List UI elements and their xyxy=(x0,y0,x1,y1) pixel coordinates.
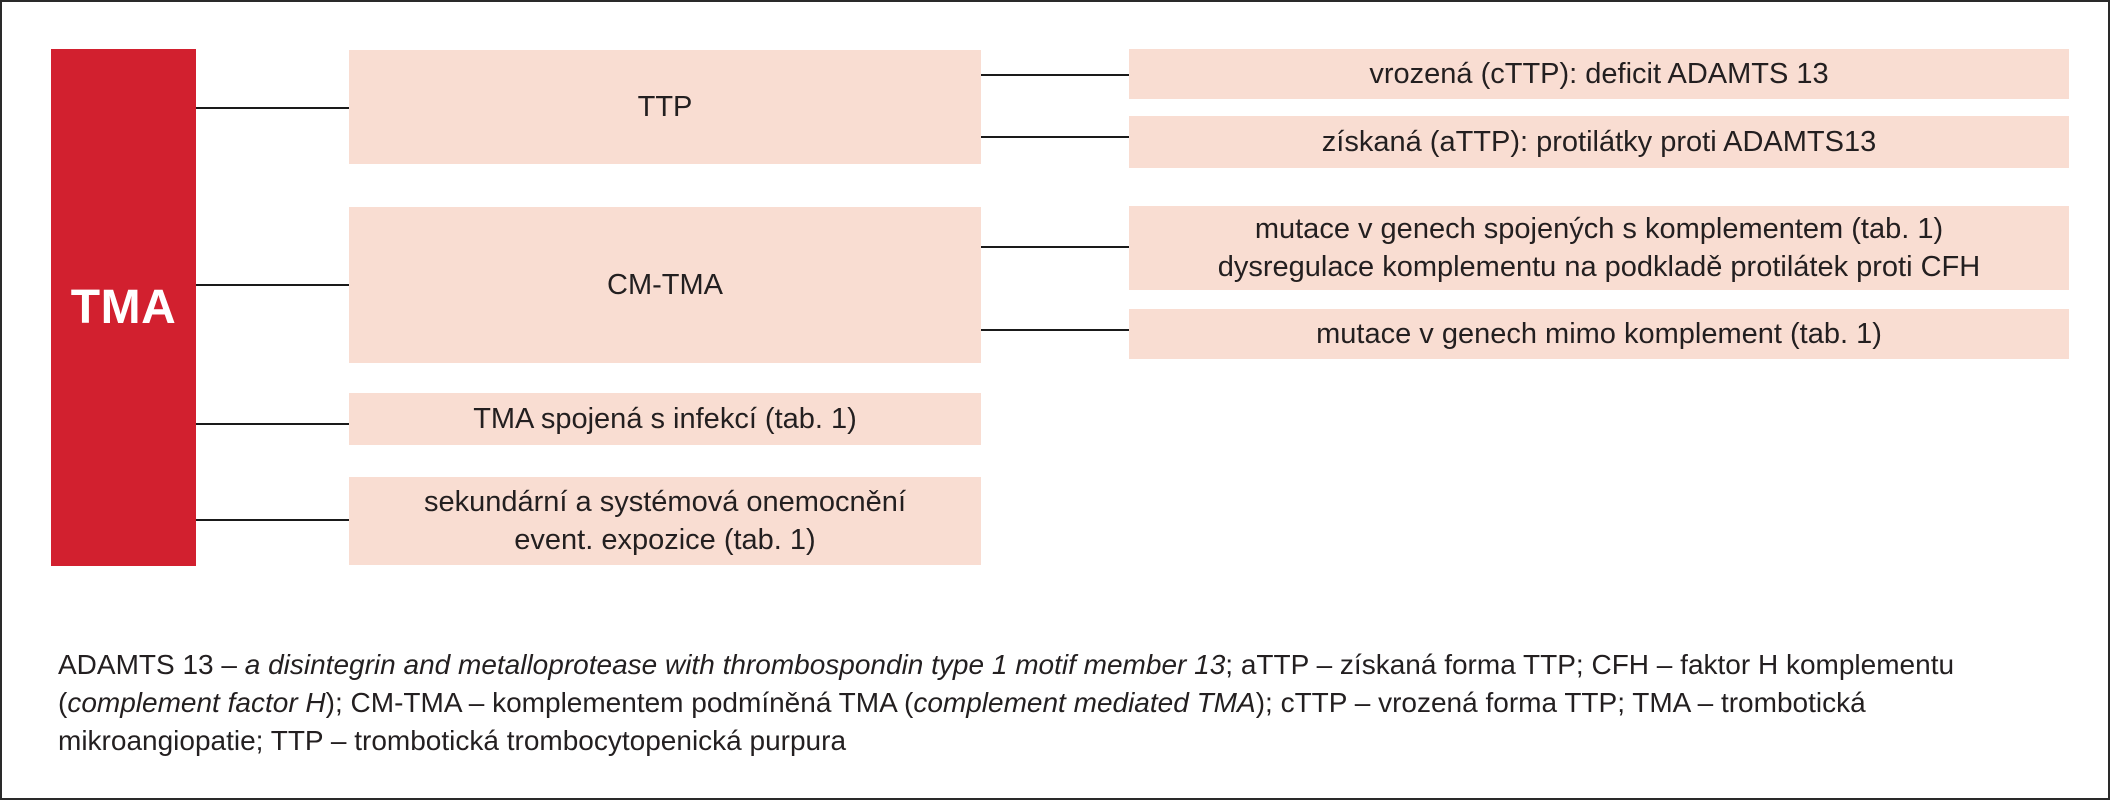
connector-cmtma-complement xyxy=(981,246,1129,248)
node-ctp xyxy=(1129,49,2069,99)
legend-part3: ); CM-TMA – komplementem podmíněná TMA ( xyxy=(325,687,914,718)
node-cm-tma xyxy=(349,207,981,363)
connector-tma-secondary xyxy=(196,519,349,521)
connector-tma-infection xyxy=(196,423,349,425)
node-complement-mutations xyxy=(1129,206,2069,290)
node-ttp-label: TTP xyxy=(637,91,693,123)
legend-italic2: complement factor H xyxy=(67,687,326,718)
root-node-tma xyxy=(51,49,196,566)
root-label: TMA xyxy=(70,281,177,334)
node-complement-line2: dysregulace komplementu na podkladě protilátek proti CFH xyxy=(1217,251,1981,283)
node-attp-label: získaná (aTTP): protilátky proti ADAMTS13 xyxy=(1321,126,1877,158)
connector-ttp-attp xyxy=(981,136,1129,138)
legend-part2: ; aTTP – získaná forma TTP; CFH – faktor H komplementu ( xyxy=(58,649,1955,718)
connector-tma-cmtma xyxy=(196,284,349,286)
node-complement-line1: mutace v genech spojených s komplementem (tab. 1) xyxy=(1254,213,1944,245)
connector-cmtma-noncomplement xyxy=(981,329,1129,331)
connector-ttp-ctp xyxy=(981,74,1129,76)
abbreviations-legend xyxy=(58,646,2068,760)
node-ctp-label: vrozená (cTTP): deficit ADAMTS 13 xyxy=(1369,58,1829,90)
node-secondary-line2: event. expozice (tab. 1) xyxy=(514,524,816,556)
node-secondary-systemic xyxy=(349,477,981,565)
legend-italic3: complement mediated TMA xyxy=(913,687,1256,718)
node-attp xyxy=(1129,116,2069,168)
node-tma-infection-label: TMA spojená s infekcí (tab. 1) xyxy=(473,403,857,435)
node-secondary-line1: sekundární a systémová onemocnění xyxy=(424,486,906,518)
legend-part4: ); cTTP – vrozená forma TTP; TMA – trombotická mikroangiopatie; TTP – trombotická trombocytopenická purpura xyxy=(58,687,1866,756)
legend-italic1: a disintegrin and metalloprotease with thrombospondin type 1 motif member 13 xyxy=(244,649,1226,680)
node-ttp xyxy=(349,50,981,164)
node-tma-infection xyxy=(349,393,981,445)
node-cm-tma-label: CM-TMA xyxy=(607,269,723,301)
node-noncomplement-label: mutace v genech mimo komplement (tab. 1) xyxy=(1316,318,1882,350)
node-noncomplement-mutations xyxy=(1129,309,2069,359)
legend-part1: ADAMTS 13 – xyxy=(58,649,245,680)
connector-tma-ttp xyxy=(196,107,349,109)
